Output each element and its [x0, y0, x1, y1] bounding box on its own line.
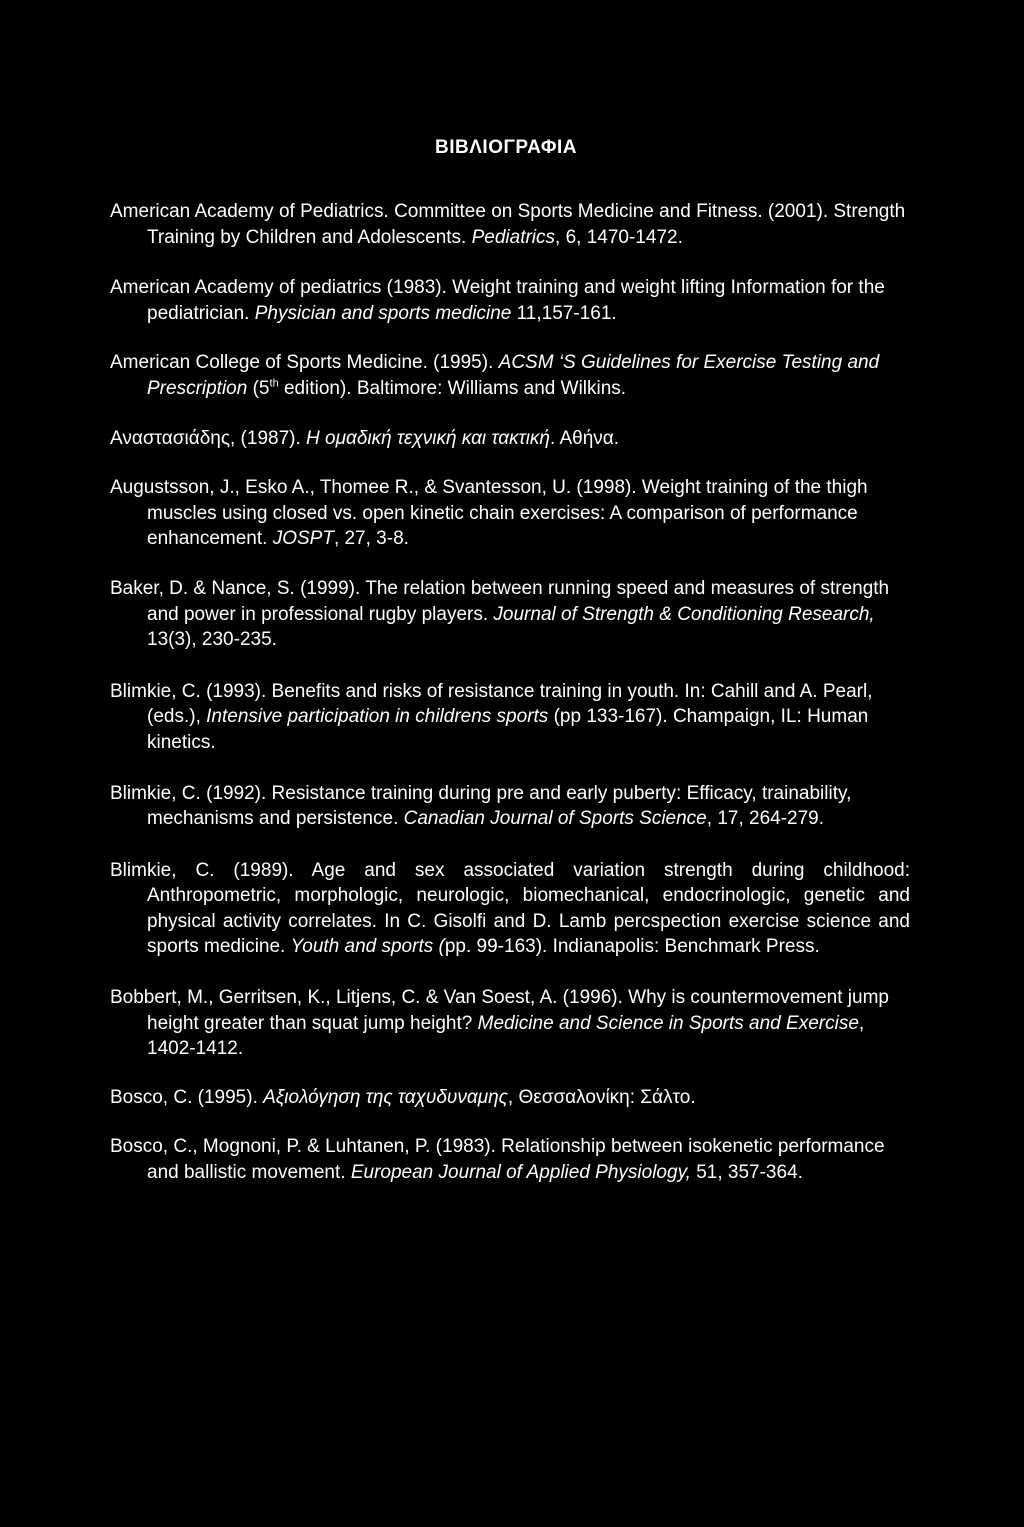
reference-title-italic: European Journal of Applied Physiology, — [350, 1162, 691, 1184]
page-title: ΒΙΒΛΙΟΓΡΑΦΙΑ — [435, 136, 577, 158]
reference-entry — [110, 781, 910, 832]
reference-text: Bobbert, M., Gerritsen, K., Litjens, C. & Van Soest, A. (1996). Why is countermovement jump height greater than squat jump height? — [110, 987, 889, 1034]
reference-entry — [110, 275, 910, 326]
reference-superscript: th — [269, 377, 279, 390]
reference-entry — [110, 199, 910, 250]
bibliography-list — [110, 199, 910, 1186]
reference-entry — [110, 1134, 910, 1185]
reference-title-italic: Αξιολόγηση της ταχυδυναμης — [263, 1086, 508, 1108]
reference-title-italic: Η ομαδική τεχνική και τακτική — [306, 427, 550, 449]
reference-entry — [110, 350, 910, 401]
reference-text: , 6, 1470-1472. — [555, 226, 683, 248]
reference-text: American Academy of pediatrics (1983). Weight training and weight lifting Information for the pediatrician. — [110, 277, 885, 324]
reference-text: 51, 357-364. — [690, 1162, 803, 1184]
reference-text: . Αθήνα. — [549, 427, 620, 449]
reference-text: Blimkie, C. (1993). Benefits and risks of resistance training in youth. In: Cahill and A. Pearl, (eds.), — [110, 680, 873, 728]
reference-text: , 27, 3-8. — [333, 528, 409, 550]
reference-entry — [110, 576, 910, 653]
reference-text: edition). Baltimore: Williams and Wilkins. — [278, 377, 627, 399]
reference-text: , 1402-1412. — [147, 1012, 865, 1060]
reference-text: pp. 99-163). Indianapolis: Benchmark Press. — [444, 936, 820, 958]
reference-title-italic: ACSM ‘S Guidelines for Exercise Testing and Prescription — [147, 352, 880, 399]
reference-text: , Θεσσαλονίκη: Σάλτο. — [507, 1086, 696, 1108]
reference-text: Blimkie, C. (1992). Resistance training during pre and early puberty: Efficacy, trainability, mechanisms and persistence. — [110, 782, 852, 830]
reference-text: Bosco, C. (1995). — [110, 1086, 264, 1108]
reference-text: Blimkie, C. (1989). Age and sex associated variation strength during childhood: Anthropometric, morphologic, neurologic, biomechanical, endocrinologic, genetic and physical activity correlates. In C. Gisolfi and D. Lamb percspection exercise science and sports medicine. — [110, 859, 910, 958]
reference-entry — [110, 475, 910, 552]
reference-text: Bosco, C., Mognoni, P. & Luhtanen, P. (1983). Relationship between isokenetic performance and ballistic movement. — [110, 1136, 885, 1184]
reference-title-italic: Intensive participation in childrens sports — [206, 706, 549, 728]
reference-title-italic: Youth and sports ( — [290, 936, 445, 958]
reference-text: 11,157-161. — [511, 302, 617, 324]
reference-text: Αναστασιάδης, (1987). — [110, 427, 307, 449]
reference-text: American Academy of Pediatrics. Committee on Sports Medicine and Fitness. (2001). Strength Training by Children and Adolescents. — [110, 201, 906, 248]
reference-text: 13(3), 230-235. — [147, 629, 277, 651]
reference-title-italic: Canadian Journal of Sports Science — [403, 808, 707, 830]
reference-text: American College of Sports Medicine. (1995). — [110, 352, 499, 374]
reference-entry — [110, 426, 910, 452]
reference-entry — [110, 679, 910, 756]
reference-text: Baker, D. & Nance, S. (1999). The relation between running speed and measures of strength and power in professional rugby players. — [110, 577, 890, 625]
reference-text: (pp 133-167). Champaign, IL: Human kinetics. — [147, 706, 869, 753]
reference-entry — [110, 858, 910, 960]
reference-text: (5 — [247, 377, 270, 399]
reference-title-italic: Medicine and Science in Sports and Exercise — [477, 1012, 859, 1034]
reference-title-italic: Journal of Strength & Conditioning Research, — [493, 603, 875, 625]
reference-title-italic: Pediatrics — [471, 226, 556, 248]
reference-title-italic: JOSPT — [272, 528, 334, 550]
reference-title-italic: Physician and sports medicine — [254, 302, 512, 324]
reference-entry — [110, 985, 910, 1062]
reference-text: , 17, 264-279. — [706, 808, 825, 830]
reference-text: Augustsson, J., Esko A., Thomee R., & Svantesson, U. (1998). Weight training of the thigh muscles using closed vs. open kinetic chain exercises: A comparison of performance enhancement. — [110, 477, 868, 550]
reference-entry — [110, 1085, 910, 1111]
